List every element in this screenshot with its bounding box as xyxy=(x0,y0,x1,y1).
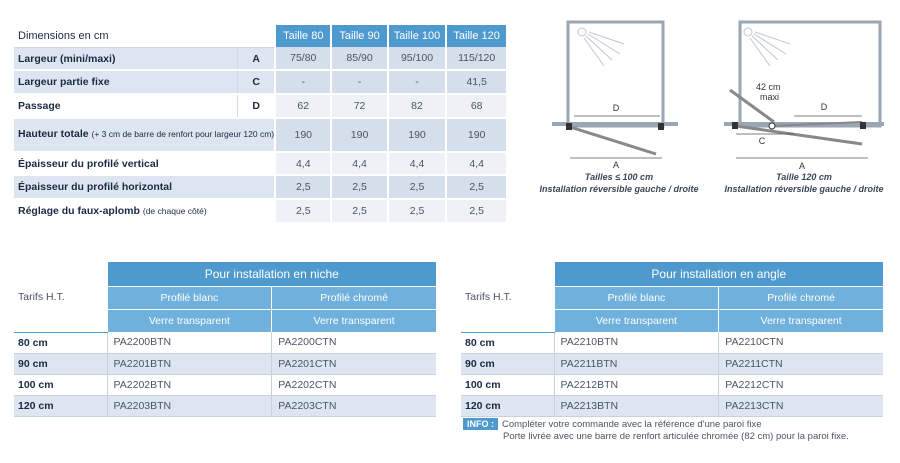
col-profile-chrome: Profilé chromé xyxy=(719,287,883,310)
dim-value: - xyxy=(275,70,331,94)
dim-value: 2,5 xyxy=(446,175,506,199)
dim-row-letter: D xyxy=(238,94,276,118)
size-label: 100 cm xyxy=(461,374,554,395)
dim-row-note: (+ 3 cm de barre de renfort pour largeur 120 cm) xyxy=(91,129,275,140)
pivot-point xyxy=(769,123,775,129)
dim-row-profile-vertical xyxy=(14,152,506,176)
ref-white: PA2212BTN xyxy=(554,374,719,395)
hinge xyxy=(566,123,572,130)
size-header-120: Taille 120 xyxy=(446,25,506,47)
dimensions-table xyxy=(14,25,506,224)
pricing-title: Pour installation en niche xyxy=(107,262,436,287)
table-row xyxy=(14,395,436,416)
dim-value: 62 xyxy=(275,94,331,118)
dim-value: 190 xyxy=(388,118,447,152)
dim-value: 2,5 xyxy=(388,199,447,223)
pricing-table-angle xyxy=(461,262,883,417)
dim-value: 4,4 xyxy=(331,152,387,176)
label-a: A xyxy=(798,161,806,171)
size-header-100: Taille 100 xyxy=(388,25,447,47)
info-tag: INFO : xyxy=(463,418,498,430)
dim-value: 190 xyxy=(331,118,387,152)
ref-chrome: PA2211CTN xyxy=(719,353,883,374)
caption-right-2: Installation réversible gauche / droite xyxy=(724,184,884,194)
dim-row-label: Largeur (mini/maxi) xyxy=(14,47,238,70)
glass-type: Verre transparent xyxy=(107,310,272,333)
dim-value: 2,5 xyxy=(275,175,331,199)
size-header-90: Taille 90 xyxy=(331,25,387,47)
ref-chrome: PA2212CTN xyxy=(719,374,883,395)
tarifs-label: Tarifs H.T. xyxy=(14,262,107,332)
ref-white: PA2213BTN xyxy=(554,395,719,416)
dim-value: 4,4 xyxy=(446,152,506,176)
diagram-angle xyxy=(722,18,887,178)
glass-type: Verre transparent xyxy=(719,310,883,333)
dim-row-label: Passage xyxy=(14,94,238,118)
ref-chrome: PA2201CTN xyxy=(272,353,436,374)
diagram-niche xyxy=(548,18,688,168)
shower-head-icon xyxy=(744,28,790,66)
table-row xyxy=(14,374,436,395)
dim-value: 41,5 xyxy=(446,70,506,94)
shower-walls xyxy=(740,22,880,126)
label-a: A xyxy=(612,160,620,168)
ref-white: PA2203BTN xyxy=(107,395,272,416)
door-panel xyxy=(570,127,656,154)
label-fixed-max-2: maxi xyxy=(760,92,780,102)
caption-right-1: Taille 120 cm xyxy=(776,172,832,182)
ref-white: PA2201BTN xyxy=(107,353,272,374)
ref-white: PA2211BTN xyxy=(554,353,719,374)
dim-value: 2,5 xyxy=(446,199,506,223)
info-line-2: Porte livrée avec une barre de renfort articulée chromée (82 cm) pour la paroi fixe. xyxy=(503,431,849,442)
table-row xyxy=(461,353,883,374)
dim-value: - xyxy=(331,70,387,94)
dim-value: 75/80 xyxy=(275,47,331,70)
dim-row-label: Épaisseur du profilé horizontal xyxy=(14,175,275,199)
shower-head-icon xyxy=(578,28,624,66)
dim-row-label: Épaisseur du profilé vertical xyxy=(14,152,275,176)
size-label: 120 cm xyxy=(14,395,107,416)
table-row xyxy=(461,374,883,395)
dim-row-letter: A xyxy=(238,47,276,70)
dim-value: 4,4 xyxy=(275,152,331,176)
table-row xyxy=(461,332,883,353)
dim-value: - xyxy=(388,70,447,94)
col-profile-white: Profilé blanc xyxy=(107,287,272,310)
size-label: 80 cm xyxy=(461,332,554,353)
dim-row-note: (de chaque côté) xyxy=(142,205,207,216)
dim-value: 2,5 xyxy=(331,175,387,199)
col-profile-white: Profilé blanc xyxy=(554,287,719,310)
dim-value: 190 xyxy=(275,118,331,152)
ref-white: PA2202BTN xyxy=(107,374,272,395)
ref-chrome: PA2213CTN xyxy=(719,395,883,416)
door-panel xyxy=(736,126,862,144)
dim-value: 190 xyxy=(446,118,506,152)
dim-row-label xyxy=(14,199,275,223)
size-label: 100 cm xyxy=(14,374,107,395)
ref-chrome: PA2203CTN xyxy=(272,395,436,416)
ref-white: PA2210BTN xyxy=(554,332,719,353)
dim-value: 2,5 xyxy=(388,175,447,199)
label-fixed-max: 42 cm xyxy=(756,82,781,92)
table-row xyxy=(461,395,883,416)
hinge xyxy=(658,123,664,130)
table-row xyxy=(14,332,436,353)
dimensions-header-label: Dimensions en cm xyxy=(14,25,275,47)
dim-row-partie-fixe xyxy=(14,70,506,94)
dim-row-label xyxy=(14,118,275,152)
label-d: D xyxy=(612,103,620,113)
tarifs-label: Tarifs H.T. xyxy=(461,262,554,332)
ref-chrome: PA2200CTN xyxy=(272,332,436,353)
dim-value: 95/100 xyxy=(388,47,447,70)
pricing-title: Pour installation en angle xyxy=(554,262,883,287)
dim-value: 68 xyxy=(446,94,506,118)
dim-row-passage xyxy=(14,94,506,118)
caption-left-1: Tailles ≤ 100 cm xyxy=(584,172,654,182)
info-line-1: Compléter votre commande avec la référence d'une paroi fixe xyxy=(502,419,762,430)
dim-value: 2,5 xyxy=(275,199,331,223)
dim-row-largeur xyxy=(14,47,506,70)
dim-value: 4,4 xyxy=(388,152,447,176)
info-note xyxy=(463,418,849,443)
dim-value: 72 xyxy=(331,94,387,118)
label-d: D xyxy=(820,102,828,112)
pricing-table-niche xyxy=(14,262,436,417)
size-label: 80 cm xyxy=(14,332,107,353)
size-label: 120 cm xyxy=(461,395,554,416)
ref-chrome: PA2210CTN xyxy=(719,332,883,353)
dim-row-label-text: Réglage du faux-aplomb xyxy=(18,204,140,217)
hinge xyxy=(860,122,866,129)
dim-row-label-text: Hauteur totale xyxy=(18,128,89,141)
dim-value: 2,5 xyxy=(331,199,387,223)
dim-value: 82 xyxy=(388,94,447,118)
dim-row-label: Largeur partie fixe xyxy=(14,70,238,94)
hinge xyxy=(732,122,738,129)
ref-white: PA2200BTN xyxy=(107,332,272,353)
table-row xyxy=(14,353,436,374)
glass-type: Verre transparent xyxy=(272,310,436,333)
ref-chrome: PA2202CTN xyxy=(272,374,436,395)
label-c: C xyxy=(758,136,766,146)
dim-row-faux-aplomb xyxy=(14,199,506,223)
dim-value: 85/90 xyxy=(331,47,387,70)
caption-left-2: Installation réversible gauche / droite xyxy=(539,184,699,194)
dim-row-hauteur xyxy=(14,118,506,152)
size-label: 90 cm xyxy=(461,353,554,374)
col-profile-chrome: Profilé chromé xyxy=(272,287,436,310)
dim-value: 115/120 xyxy=(446,47,506,70)
dim-row-letter: C xyxy=(238,70,276,94)
glass-type: Verre transparent xyxy=(554,310,719,333)
size-label: 90 cm xyxy=(14,353,107,374)
size-header-80: Taille 80 xyxy=(275,25,331,47)
dim-row-profile-horizontal xyxy=(14,175,506,199)
